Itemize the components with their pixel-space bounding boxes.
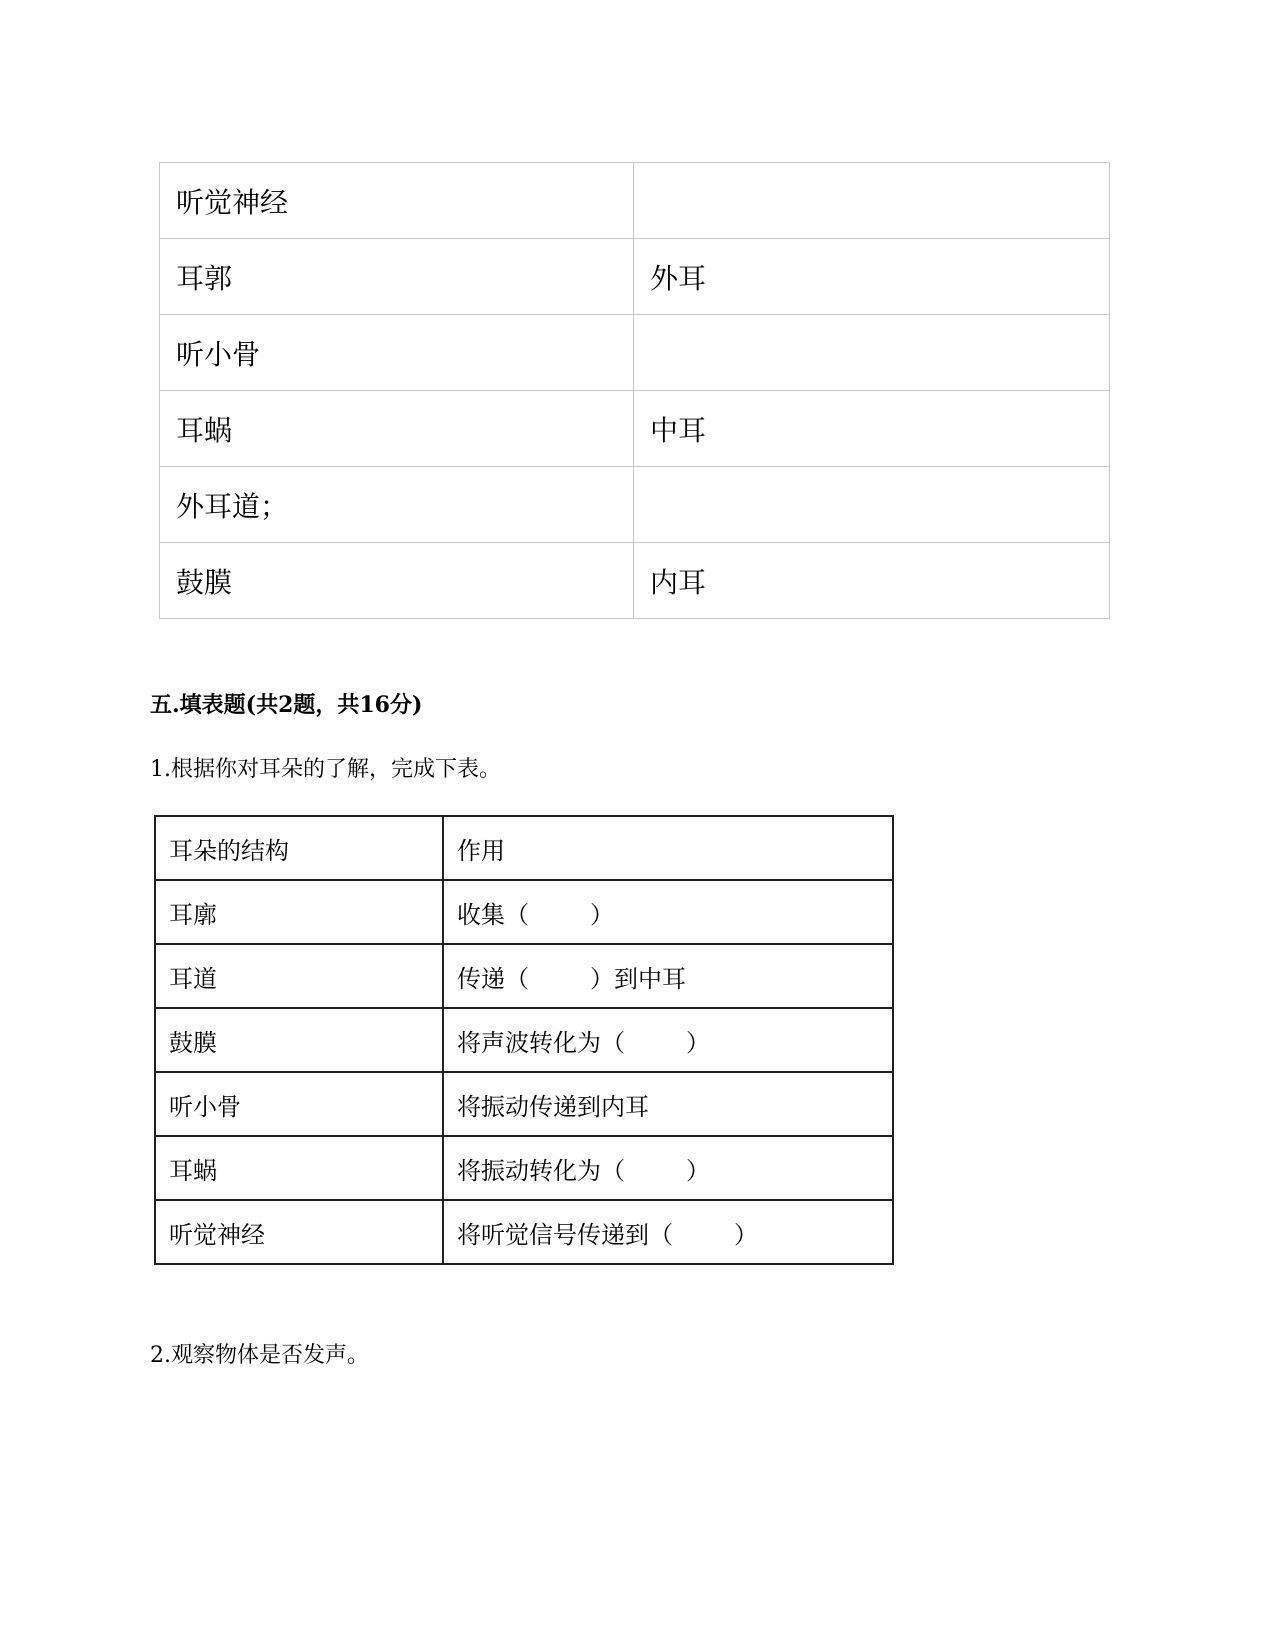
table-header-cell: 耳朵的结构: [155, 816, 443, 880]
table-cell: 耳廓: [155, 880, 443, 944]
table-row: [160, 543, 1110, 619]
section-heading: 五.填表题(共2题，共16分): [150, 692, 423, 718]
question-1-text: 1.根据你对耳朵的了解，完成下表。: [150, 757, 501, 782]
table-cell: 耳蜗: [160, 391, 634, 467]
table-cell: 鼓膜: [155, 1008, 443, 1072]
table-row: [160, 467, 1110, 543]
table-cell: 听觉神经: [155, 1200, 443, 1264]
matching-table: [159, 162, 1110, 619]
table-cell: 将振动转化为（ ）: [443, 1136, 893, 1200]
table-cell: 耳蜗: [155, 1136, 443, 1200]
table-header-row: [155, 816, 893, 880]
table-row: [160, 391, 1110, 467]
table-cell: 将声波转化为（ ）: [443, 1008, 893, 1072]
table-row: [155, 1200, 893, 1264]
table-cell: 耳道: [155, 944, 443, 1008]
table-cell: 听小骨: [155, 1072, 443, 1136]
table-cell: 收集（ ）: [443, 880, 893, 944]
table-cell: 外耳道；: [160, 467, 634, 543]
table-cell: 将听觉信号传递到（ ）: [443, 1200, 893, 1264]
table-row: [160, 239, 1110, 315]
table-cell: 内耳: [634, 543, 1110, 619]
table-row: [155, 944, 893, 1008]
table-cell: 耳郭: [160, 239, 634, 315]
table-cell: 中耳: [634, 391, 1110, 467]
table-row: [160, 315, 1110, 391]
table-cell: 将振动传递到内耳: [443, 1072, 893, 1136]
question-2-text: 2.观察物体是否发声。: [150, 1343, 369, 1368]
table-row: [155, 1136, 893, 1200]
table-row: [155, 880, 893, 944]
table-cell: [634, 315, 1110, 391]
table-cell: 听觉神经: [160, 163, 634, 239]
table-cell: 外耳: [634, 239, 1110, 315]
table-row: [155, 1008, 893, 1072]
table-cell: 传递（ ）到中耳: [443, 944, 893, 1008]
table-row: [160, 163, 1110, 239]
table-cell: 鼓膜: [160, 543, 634, 619]
table-row: [155, 1072, 893, 1136]
table-cell: 听小骨: [160, 315, 634, 391]
table-header-cell: 作用: [443, 816, 893, 880]
table-cell: [634, 467, 1110, 543]
table-cell: [634, 163, 1110, 239]
ear-structure-table: [154, 815, 894, 1265]
